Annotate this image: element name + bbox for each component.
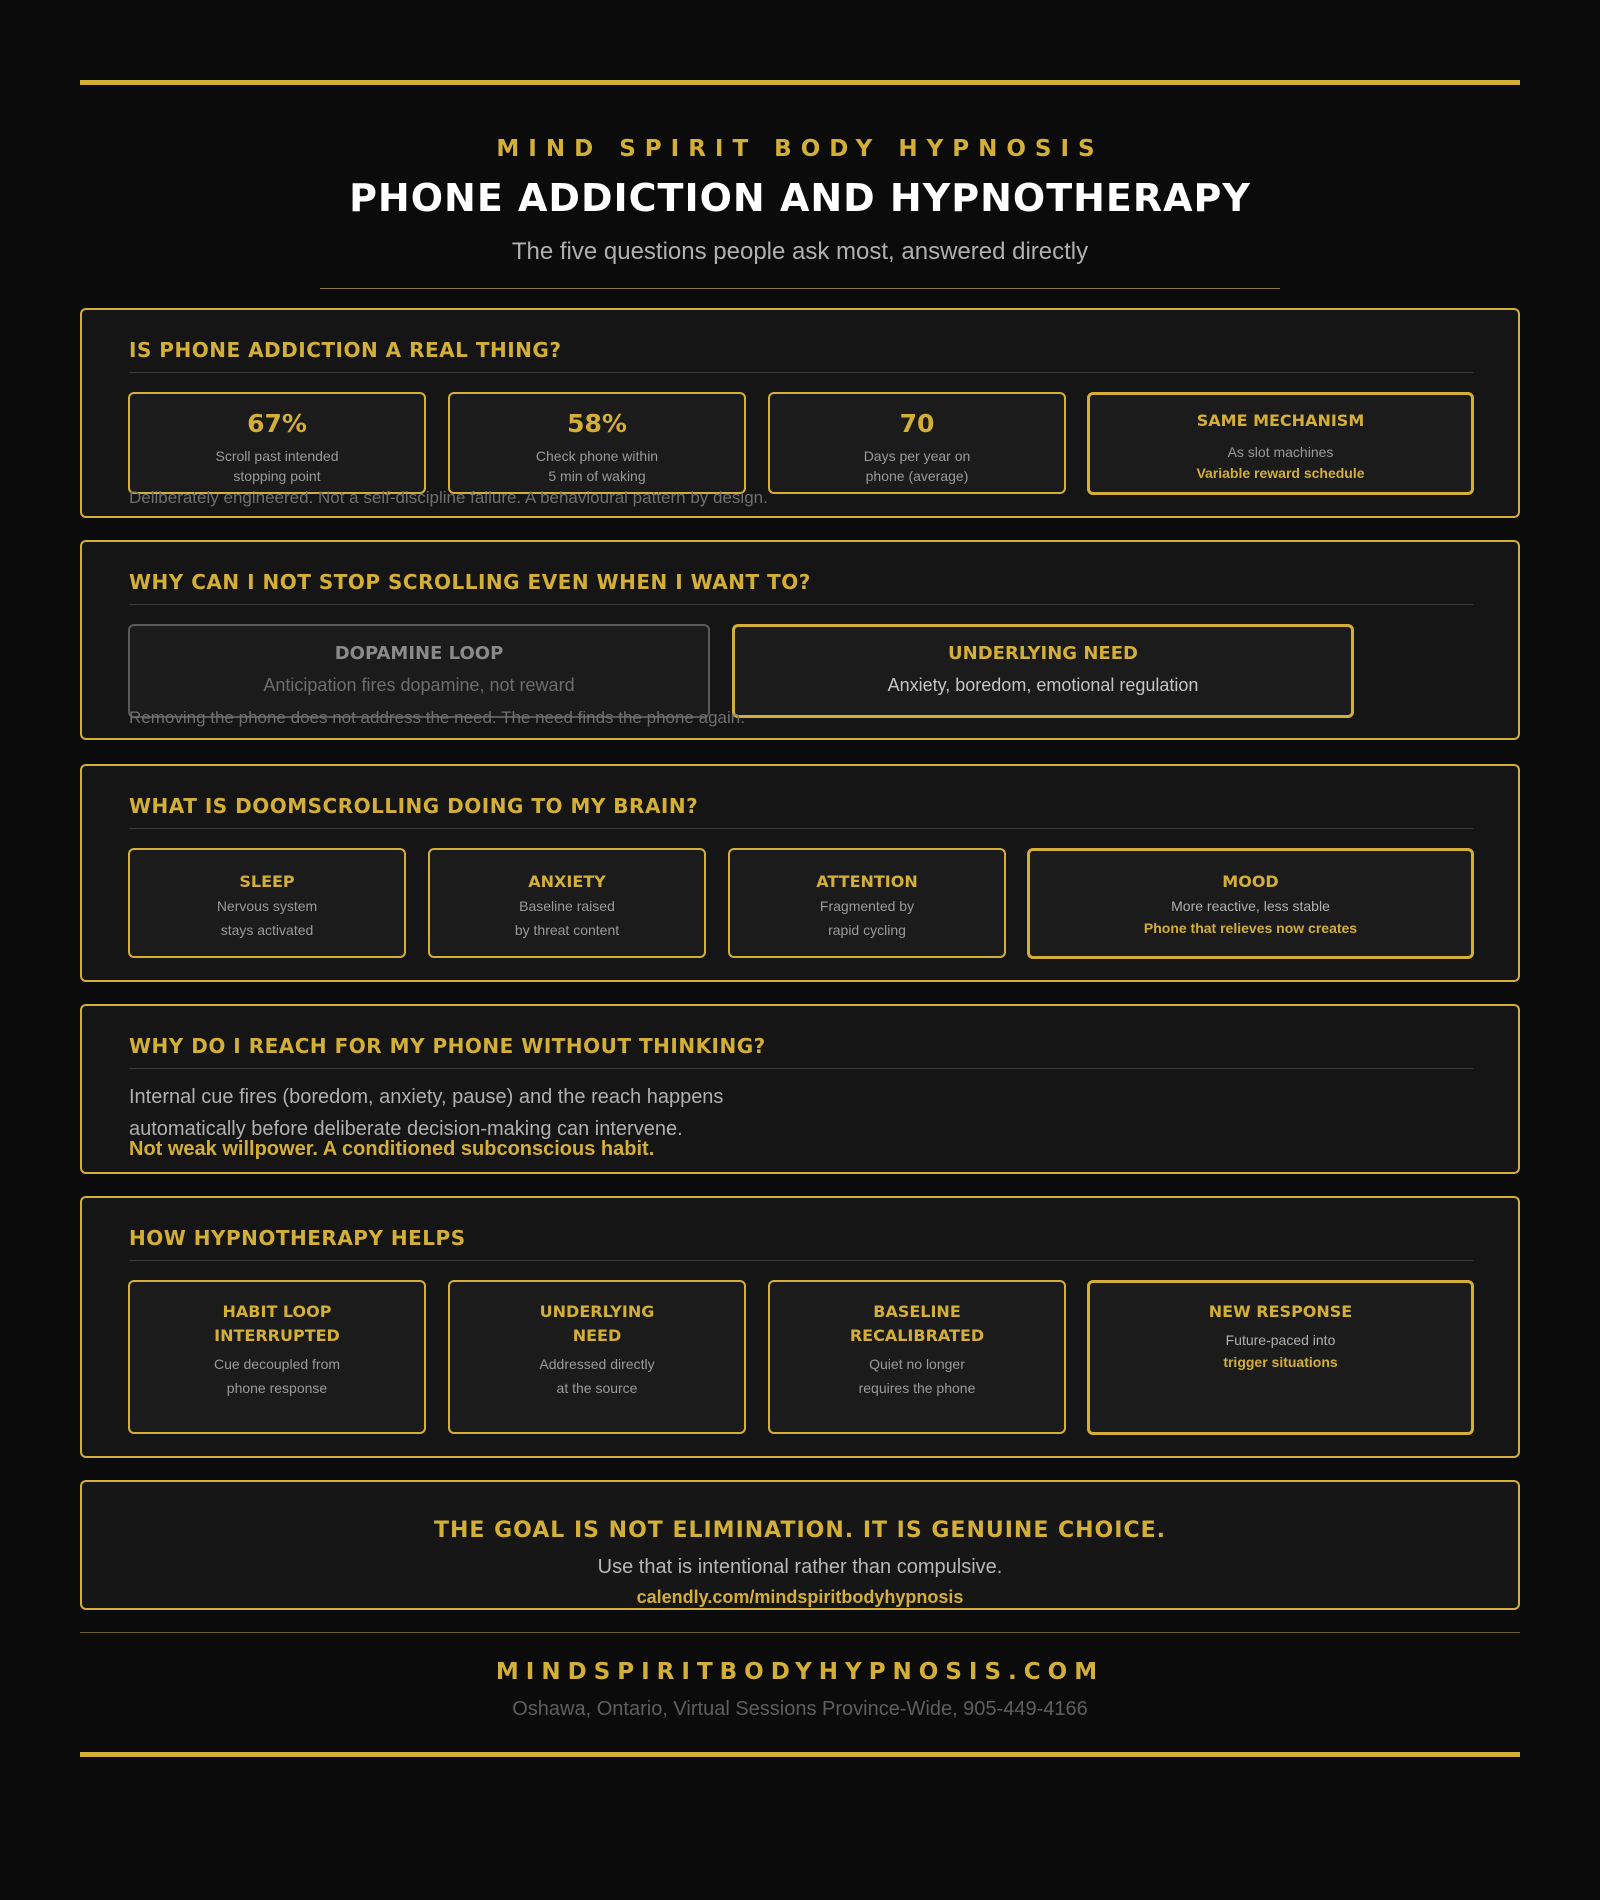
section-note: Deliberately engineered. Not a self-discipline failure. A behavioural pattern by design. bbox=[129, 488, 768, 507]
attention-card bbox=[728, 848, 1006, 958]
page-title: PHONE ADDICTION AND HYPNOTHERAPY bbox=[349, 176, 1251, 220]
section-note: Removing the phone does not address the need. The need finds the phone again. bbox=[129, 708, 745, 727]
card-caption: stays activated bbox=[220, 922, 314, 938]
section-hypnotherapy-helps bbox=[80, 1196, 1520, 1458]
card-caption: by threat content bbox=[514, 922, 620, 938]
section-stop-scrolling bbox=[80, 540, 1520, 740]
section-divider bbox=[129, 1068, 1473, 1069]
section-title: WHY DO I REACH FOR MY PHONE WITHOUT THINKING? bbox=[129, 1034, 766, 1058]
dopamine-loop-card bbox=[128, 624, 710, 718]
section-title: WHY CAN I NOT STOP SCROLLING EVEN WHEN I WANT TO? bbox=[129, 570, 811, 594]
cta-panel bbox=[80, 1480, 1520, 1610]
website-link[interactable]: MINDSPIRITBODYHYPNOSIS.COM bbox=[495, 1659, 1105, 1685]
card-highlight: trigger situations bbox=[1223, 1354, 1338, 1370]
card-heading: UNDERLYING NEED bbox=[948, 643, 1138, 664]
habit-loop-card bbox=[128, 1280, 426, 1434]
underlying-need-card bbox=[732, 624, 1354, 718]
baseline-card bbox=[768, 1280, 1066, 1434]
section-title: HOW HYPNOTHERAPY HELPS bbox=[129, 1226, 466, 1250]
card-heading: DOPAMINE LOOP bbox=[334, 643, 504, 664]
title-divider bbox=[320, 288, 1280, 289]
anxiety-card bbox=[428, 848, 706, 958]
card-caption: Anxiety, boredom, emotional regulation bbox=[887, 675, 1199, 695]
card-heading: SLEEP bbox=[239, 872, 295, 891]
card-heading: ATTENTION bbox=[816, 872, 918, 891]
stat-caption: 5 min of waking bbox=[548, 468, 646, 484]
page-subtitle: The five questions people ask most, answered directly bbox=[511, 238, 1089, 265]
card-heading: MOOD bbox=[1222, 872, 1279, 891]
card-caption: As slot machines bbox=[1227, 444, 1334, 460]
section-title: WHAT IS DOOMSCROLLING DOING TO MY BRAIN? bbox=[129, 794, 699, 818]
top-accent-rule bbox=[80, 80, 1520, 85]
section-title: IS PHONE ADDICTION A REAL THING? bbox=[129, 338, 562, 362]
mood-card bbox=[1027, 848, 1474, 959]
section-divider bbox=[129, 604, 1473, 605]
card-caption: Cue decoupled from bbox=[213, 1356, 341, 1372]
stat-card-days bbox=[768, 392, 1066, 494]
body-text: automatically before deliberate decision-making can intervene. bbox=[129, 1118, 683, 1140]
card-heading: UNDERLYING bbox=[539, 1302, 655, 1321]
sleep-card bbox=[128, 848, 406, 958]
highlight-text: Not weak willpower. A conditioned subconscious habit. bbox=[129, 1138, 655, 1160]
brand-name: MIND SPIRIT BODY HYPNOSIS bbox=[496, 136, 1104, 162]
bottom-accent-rule bbox=[80, 1752, 1520, 1757]
stat-caption: Check phone within bbox=[535, 448, 659, 464]
stat-value: 58% bbox=[567, 409, 627, 438]
card-highlight: Variable reward schedule bbox=[1196, 465, 1365, 481]
stat-caption: stopping point bbox=[233, 468, 321, 484]
section-divider bbox=[129, 828, 1473, 829]
card-caption: Fragmented by bbox=[819, 898, 915, 914]
body-text: Internal cue fires (boredom, anxiety, pause) and the reach happens bbox=[129, 1086, 724, 1108]
card-caption: Baseline raised bbox=[519, 898, 615, 914]
section-doomscrolling bbox=[80, 764, 1520, 982]
stat-caption: Scroll past intended bbox=[215, 448, 339, 464]
contact-info: Oshawa, Ontario, Virtual Sessions Province-Wide, 905-449-4166 bbox=[512, 1698, 1088, 1720]
card-caption: Anticipation fires dopamine, not reward bbox=[263, 675, 575, 695]
card-caption: phone response bbox=[226, 1380, 328, 1396]
booking-link[interactable]: calendly.com/mindspiritbodyhypnosis bbox=[636, 1587, 964, 1607]
card-caption: Future-paced into bbox=[1225, 1332, 1336, 1348]
stat-caption: phone (average) bbox=[865, 468, 969, 484]
card-heading: SAME MECHANISM bbox=[1196, 411, 1365, 430]
card-caption: Quiet no longer bbox=[869, 1356, 965, 1372]
cta-subtitle: Use that is intentional rather than compulsive. bbox=[597, 1556, 1003, 1578]
stat-card-waking bbox=[448, 392, 746, 494]
stat-caption: Days per year on bbox=[863, 448, 971, 464]
card-caption: More reactive, less stable bbox=[1171, 898, 1330, 914]
card-caption: at the source bbox=[556, 1380, 638, 1396]
card-caption: requires the phone bbox=[858, 1380, 976, 1396]
stat-value: 67% bbox=[247, 409, 307, 438]
stat-card-scroll bbox=[128, 392, 426, 494]
stat-value: 70 bbox=[899, 409, 935, 438]
card-caption: rapid cycling bbox=[828, 922, 906, 938]
card-caption: Nervous system bbox=[216, 898, 318, 914]
card-heading: NEW RESPONSE bbox=[1208, 1302, 1353, 1321]
card-heading: INTERRUPTED bbox=[214, 1326, 340, 1345]
underlying-need-help-card bbox=[448, 1280, 746, 1434]
new-response-card bbox=[1087, 1280, 1474, 1435]
card-highlight: Phone that relieves now creates bbox=[1143, 920, 1358, 936]
section-real-thing bbox=[80, 308, 1520, 518]
section-divider bbox=[129, 1260, 1473, 1261]
section-divider bbox=[129, 372, 1473, 373]
card-heading: NEED bbox=[572, 1326, 622, 1345]
card-heading: ANXIETY bbox=[528, 872, 606, 891]
card-caption: Addressed directly bbox=[539, 1356, 655, 1372]
card-heading: HABIT LOOP bbox=[222, 1302, 332, 1321]
mechanism-card bbox=[1087, 392, 1474, 495]
card-heading: BASELINE bbox=[873, 1302, 961, 1321]
footer-divider bbox=[80, 1632, 1520, 1633]
card-heading: RECALIBRATED bbox=[849, 1326, 985, 1345]
cta-title: THE GOAL IS NOT ELIMINATION. IT IS GENUINE CHOICE. bbox=[434, 1518, 1166, 1543]
section-reach-without-thinking bbox=[80, 1004, 1520, 1174]
